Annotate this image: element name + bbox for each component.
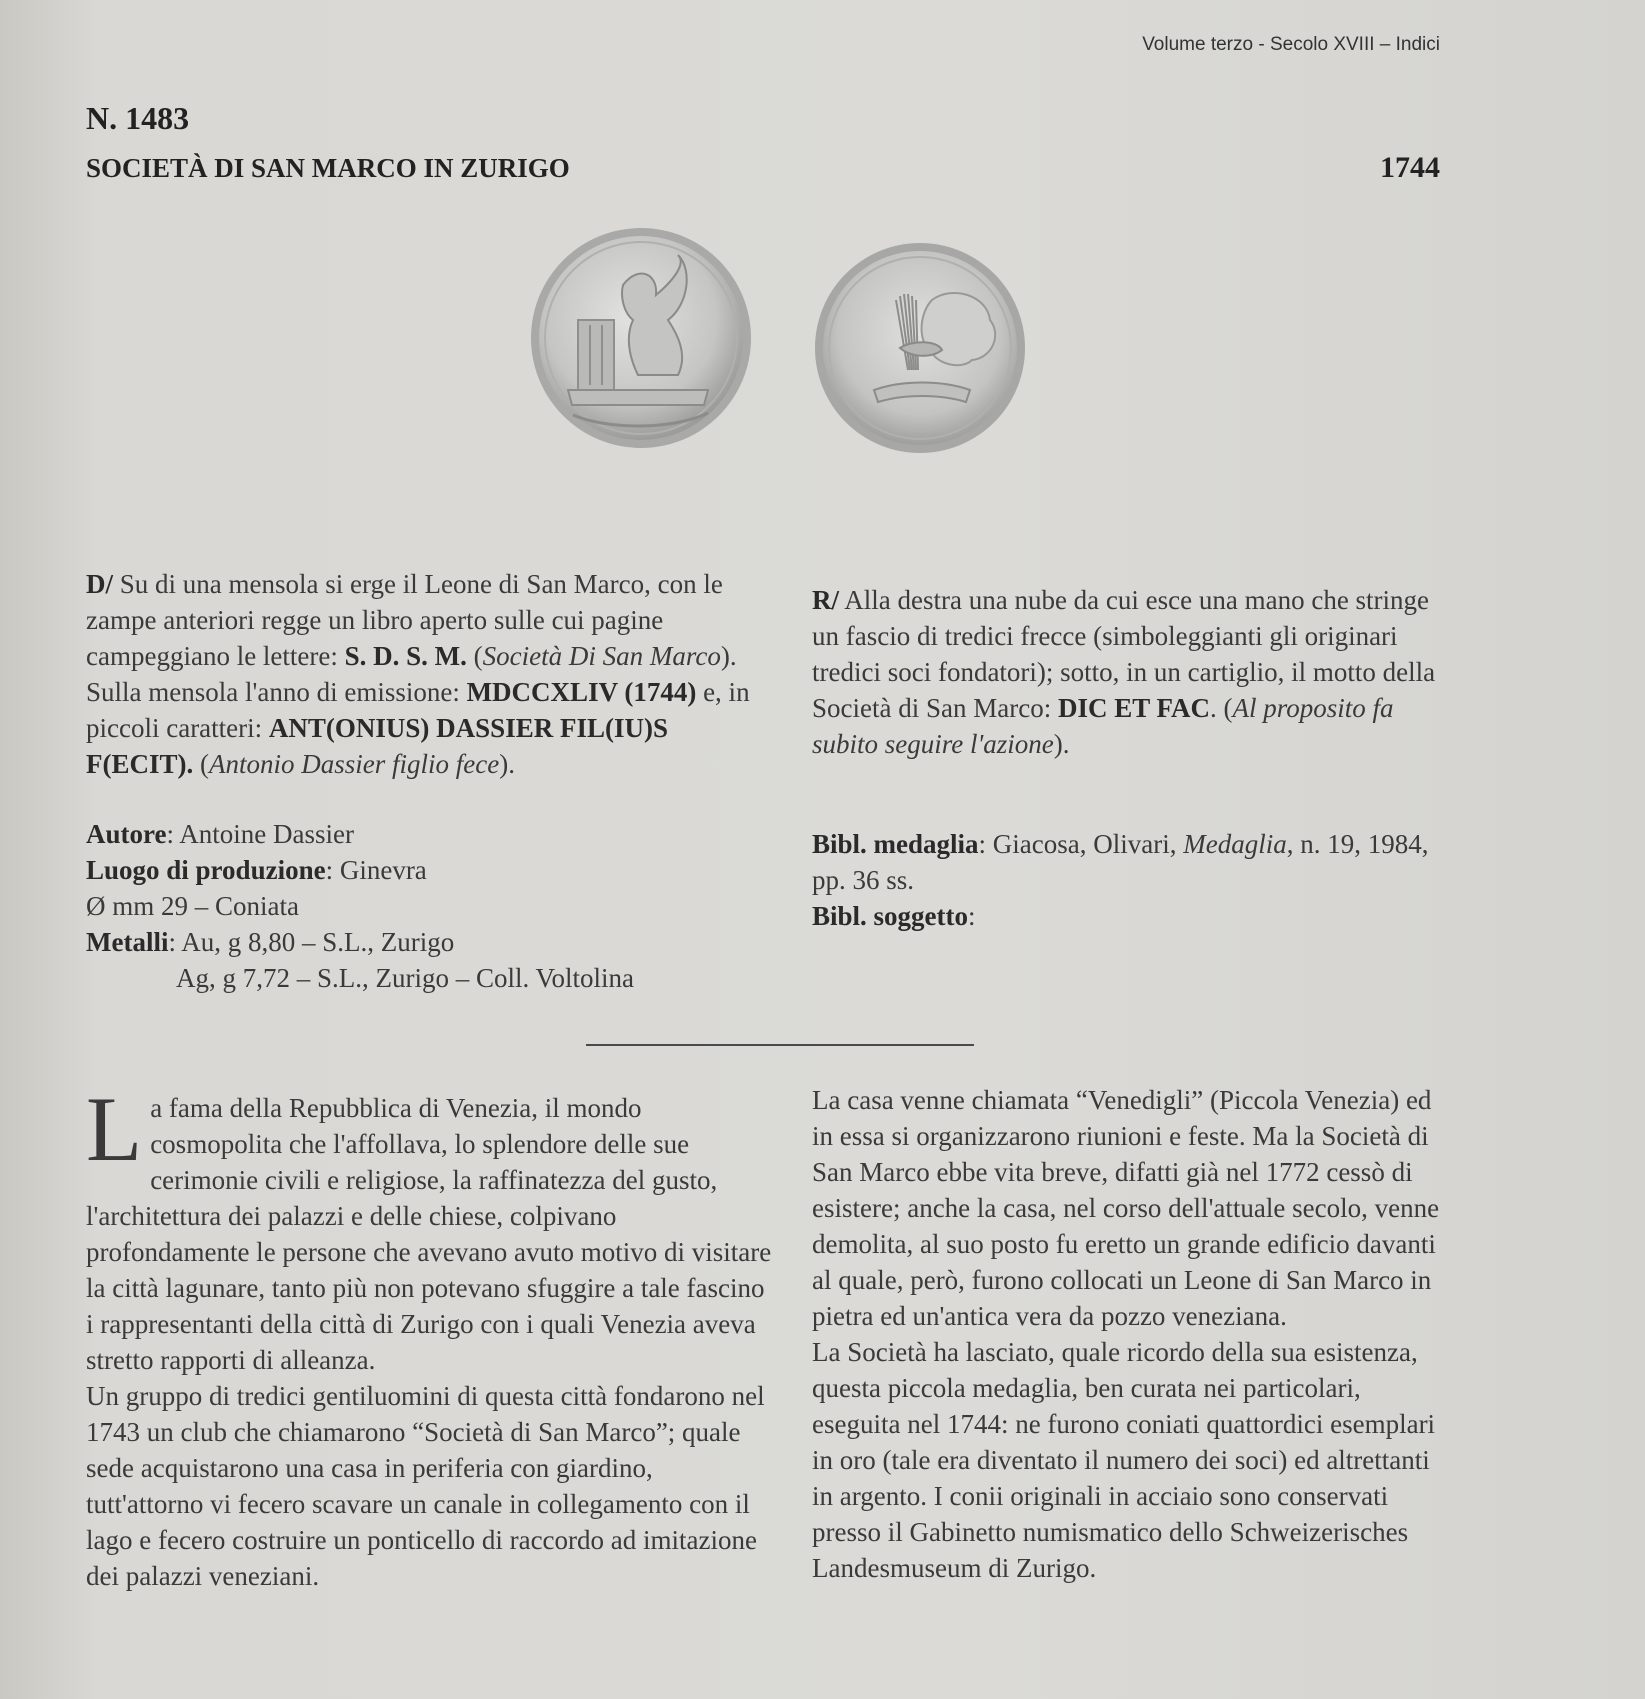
bibl-subject-line bbox=[812, 898, 1452, 934]
medal-obverse-image bbox=[528, 225, 754, 451]
reverse-motto: DIC ET FAC bbox=[1057, 693, 1210, 723]
drop-cap: L bbox=[86, 1078, 143, 1180]
section-divider bbox=[586, 1044, 974, 1046]
metal-gold: : Au, g 8,80 – S.L., Zurigo bbox=[168, 927, 455, 957]
obverse-text-part: Su di una mensola si erge il Leone di San Marco, con le zampe anteriori regge un libro aperto sulle cui pagine campeggiano le lettere: bbox=[86, 569, 723, 671]
obverse-text-part: ). Sulla mensola l'anno di emissione: bbox=[86, 641, 737, 707]
obverse-prefix: D/ bbox=[86, 569, 113, 599]
obverse-text-part: ( bbox=[466, 641, 483, 671]
obverse-text-part: e, in piccoli caratteri: bbox=[86, 677, 750, 743]
reverse-description bbox=[812, 582, 1452, 762]
size-line: Ø mm 29 – Coniata bbox=[86, 891, 299, 921]
medal-title: SOCIETÀ DI SAN MARCO IN ZURIGO bbox=[86, 153, 570, 183]
author-label: Autore bbox=[86, 819, 167, 849]
author-value: : Antoine Dassier bbox=[166, 819, 354, 849]
medal-metadata bbox=[86, 816, 776, 996]
obverse-text bbox=[86, 566, 776, 782]
obverse-year: MDCCXLIV (1744) bbox=[466, 677, 697, 707]
essay-paragraph bbox=[86, 1078, 776, 1378]
medal-year: 1744 bbox=[1380, 151, 1440, 184]
essay-text: a fama della Repubblica di Venezia, il mondo cosmopolita che l'affollava, lo splendore delle sue cerimonie civili e religiose, la raffinatezza del gusto, l'architettura dei palazzi e delle chiese, colpivano profondamente le persone che avevano avuto motivo di visitare la città lagunare, tanto più non potevano sfuggire a tale fascino i rappresentanti della città di Zurigo con i quali Venezia aveva stretto rapporti di alleanza. bbox=[86, 1093, 772, 1375]
reverse-text-part: ). bbox=[1053, 729, 1070, 759]
catalog-number: N. 1483 bbox=[86, 100, 190, 136]
place-line bbox=[86, 852, 776, 888]
reverse-text bbox=[812, 582, 1452, 762]
essay-right-column bbox=[812, 1082, 1452, 1586]
running-head: Volume terzo - Secolo XVIII – Indici bbox=[1142, 34, 1440, 55]
bibl-medal-label: Bibl. medaglia bbox=[812, 829, 979, 859]
bibl-medal-line bbox=[812, 826, 1452, 898]
bibl-medal-text: , n. 19, 1984, pp. 36 ss. bbox=[812, 829, 1429, 895]
obverse-signature-meaning: Antonio Dassier figlio fece bbox=[209, 749, 500, 779]
obverse-signature: ANT(ONIUS) DASSIER FIL(IU)S F(ECIT). bbox=[86, 713, 668, 779]
essay-left-column bbox=[86, 1078, 776, 1594]
essay-paragraph: La Società ha lasciato, quale ricordo della sua esistenza, questa piccola medaglia, ben curata nei particolari, eseguita nel 1744: ne furono coniati quattordici esemplari in oro (tale era diventato il numero dei soci) ed altrettanti in argento. I conii originali in acciaio sono conservati presso il Gabinetto numismatico dello Schweizerisches Landesmuseum di Zurigo. bbox=[812, 1337, 1436, 1583]
obverse-letters-meaning: Società Di San Marco bbox=[482, 641, 721, 671]
reverse-motto-meaning: Al proposito fa subito seguire l'azione bbox=[812, 693, 1394, 759]
reverse-text-part: . ( bbox=[1209, 693, 1233, 723]
bibl-subject-label: Bibl. soggetto bbox=[812, 901, 969, 931]
bibliography bbox=[812, 826, 1452, 934]
obverse-description bbox=[86, 566, 776, 782]
metals-line bbox=[86, 924, 776, 960]
reverse-text-part: Alla destra una nube da cui esce una mano che stringe un fascio di tredici frecce (simboleggianti gli originari tredici soci fondatori); sotto, in un cartiglio, il motto della Società di San Marco: bbox=[812, 585, 1436, 723]
metals-label: Metalli bbox=[86, 927, 169, 957]
bibl-medal-journal: Medaglia bbox=[1183, 829, 1287, 859]
bibl-medal-text: : Giacosa, Olivari, bbox=[978, 829, 1184, 859]
obverse-text-part: ). bbox=[499, 749, 515, 779]
place-label: Luogo di produzione bbox=[86, 855, 326, 885]
reverse-prefix: R/ bbox=[812, 585, 839, 615]
medal-reverse-image bbox=[812, 240, 1028, 456]
metal-silver: Ag, g 7,72 – S.L., Zurigo – Coll. Voltolina bbox=[176, 963, 635, 993]
obverse-letters: S. D. S. M. bbox=[344, 641, 467, 671]
author-line bbox=[86, 816, 776, 852]
bibl-subject-text: : bbox=[968, 901, 976, 931]
essay-paragraph: La casa venne chiamata “Venedigli” (Piccola Venezia) ed in essa si organizzarono riunioni e feste. Ma la Società di San Marco ebbe vita breve, difatti già nel 1772 cessò di esistere; anche la casa, nel corso dell'attuale secolo, venne demolita, al suo posto fu eretto un grande edificio davanti al quale, però, furono collocati un Leone di San Marco in pietra ed un'antica vera da pozzo veneziana. bbox=[812, 1085, 1440, 1331]
place-value: : Ginevra bbox=[325, 855, 427, 885]
obverse-text-part: ( bbox=[193, 749, 209, 779]
essay-paragraph: Un gruppo di tredici gentiluomini di questa città fondarono nel 1743 un club che chiamarono “Società di San Marco”; quale sede acquistarono una casa in periferia con giardino, tutt'attorno vi fecero scavare un canale in collegamento con il lago e fecero costruire un ponticello di raccordo ad imitazione dei palazzi veneziani. bbox=[86, 1381, 765, 1591]
